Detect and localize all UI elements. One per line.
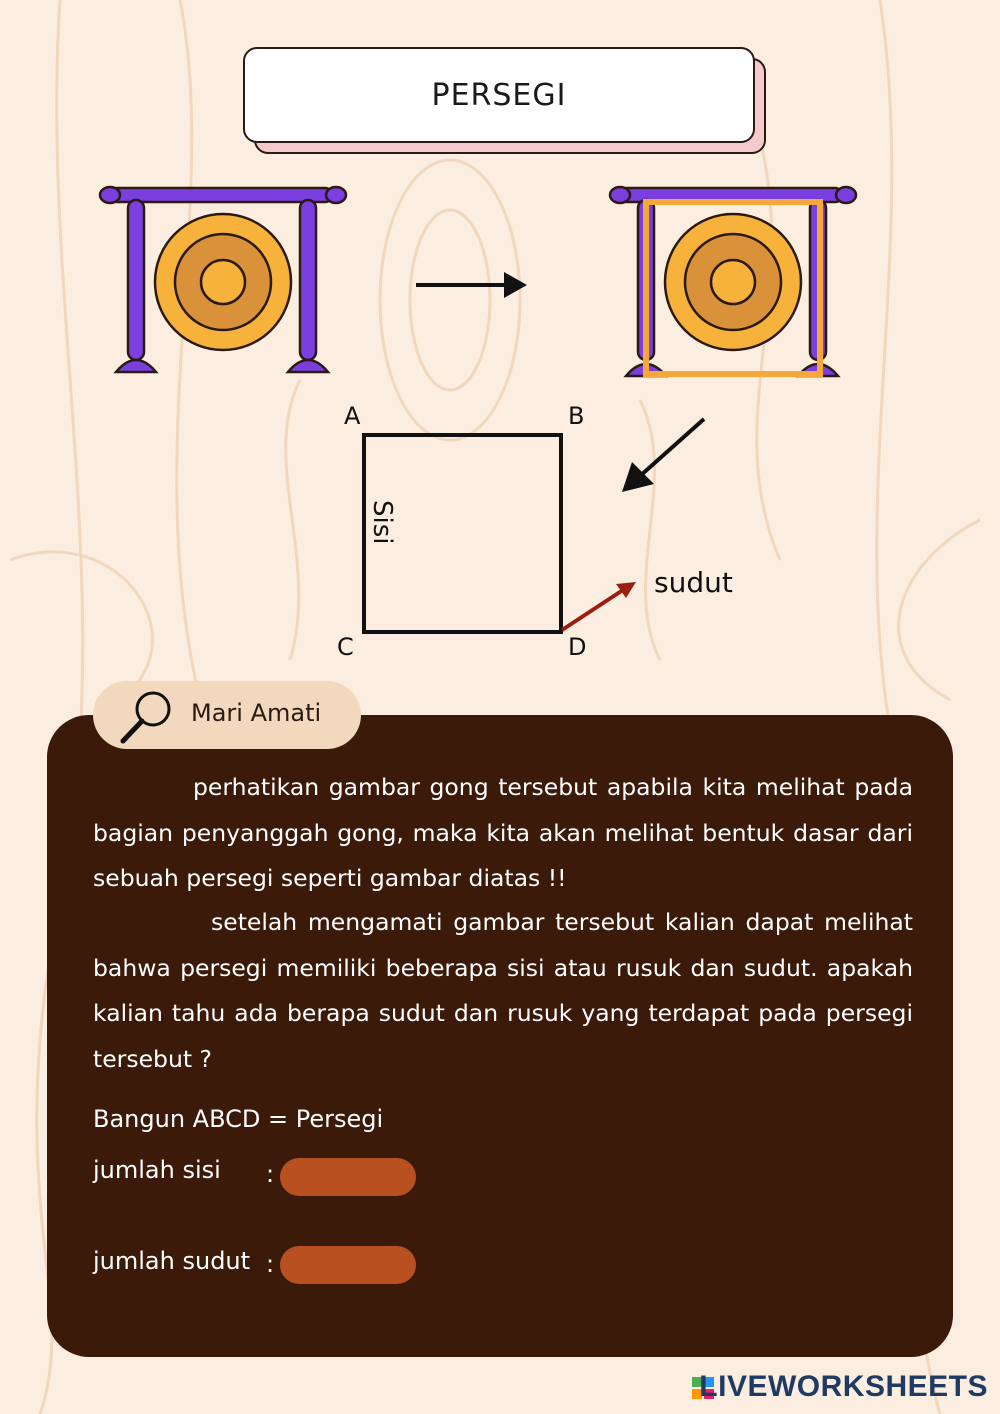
sides-colon: : <box>266 1160 275 1188</box>
paragraph-2: setelah mengamati gambar tersebut kalian dapat melihat bahwa persegi memiliki beberapa sisi atau rusuk dan sudut. apakah kalian tahu ada berapa sudut dan rusuk yang terdapat pada persegi tersebut ? <box>93 908 913 1073</box>
vertex-b-label: B <box>568 402 585 430</box>
arrow-down-left-icon <box>618 414 710 496</box>
corner-label: sudut <box>654 566 733 599</box>
paragraph-1: perhatikan gambar gong tersebut apabila kita melihat pada bagian penyanggah gong, maka kita akan melihat bentuk dasar dari sebuah persegi seperti gambar diatas !! <box>93 773 913 892</box>
shape-statement: Bangun ABCD = Persegi <box>93 1105 384 1133</box>
corners-answer-input[interactable] <box>280 1246 416 1284</box>
corners-colon: : <box>266 1250 275 1278</box>
magnifier-icon <box>117 687 177 747</box>
gong-with-square-frame <box>608 180 858 385</box>
side-label: Sisi <box>367 500 397 545</box>
page-title: PERSEGI <box>243 47 755 143</box>
section-tag-label: Mari Amati <box>191 699 322 727</box>
arrow-right-icon <box>414 268 529 302</box>
vertex-a-label: A <box>344 402 361 430</box>
brand-name: LIVEWORKSHEETS <box>699 1370 988 1403</box>
corners-label: jumlah sudut <box>93 1247 251 1275</box>
vertex-d-label: D <box>568 633 587 661</box>
sides-answer-input[interactable] <box>280 1158 416 1196</box>
sides-label: jumlah sisi <box>93 1156 221 1184</box>
vertex-c-label: C <box>337 633 354 661</box>
section-tag <box>93 681 361 749</box>
gong-illustration <box>98 180 348 380</box>
corner-arrow-icon <box>558 578 640 634</box>
